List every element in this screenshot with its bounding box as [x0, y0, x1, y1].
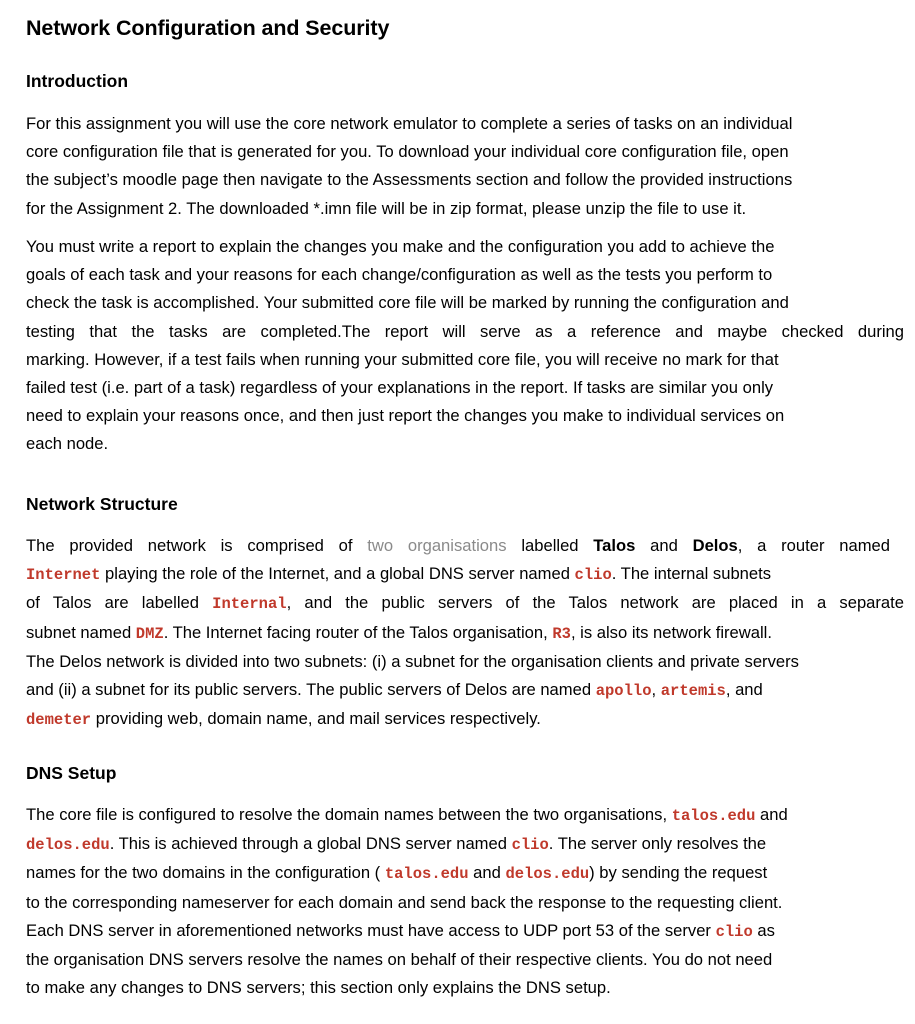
text-line: marking. However, if a test fails when running your submitted core file, you will receive no mark for that	[26, 349, 779, 369]
text-line: The core file is configured to resolve the domain names between the two organisations, talos.edu and	[26, 805, 788, 825]
text-line: demeter providing web, domain name, and mail services respectively.	[26, 709, 541, 730]
text-line: names for the two domains in the configuration ( talos.edu and delos.edu) by sending the request	[26, 863, 768, 884]
text-line: Internet playing the role of the Internet, and a global DNS server named clio. The internal subnets	[26, 564, 772, 585]
heading-introduction: Introduction	[26, 71, 129, 91]
page-title: Network Configuration and Security	[26, 16, 390, 40]
code-delos-edu: delos.edu	[26, 836, 110, 855]
code-clio: clio	[715, 922, 753, 941]
text-line: subnet named DMZ. The Internet facing router of the Talos organisation, R3, is also its network firewall.	[26, 622, 772, 643]
text-line: the subject’s moodle page then navigate to the Assessments section and follow the provided instructions	[26, 170, 793, 190]
text-line: goals of each task and your reasons for each change/configuration as well as the tests you perform to	[26, 265, 773, 285]
code-talos-edu: talos.edu	[671, 807, 756, 825]
heading-network-structure: Network Structure	[26, 494, 178, 514]
text-line: check the task is accomplished. Your submitted core file will be marked by running the configuration and	[26, 293, 789, 313]
code-demeter: demeter	[26, 711, 92, 730]
code-clio: clio	[511, 836, 549, 855]
code-r3: R3	[552, 624, 571, 643]
intro-paragraph-2	[26, 233, 906, 459]
text-line: You must write a report to explain the changes you make and the configuration you add to achieve the	[26, 237, 775, 256]
text-line: the organisation DNS servers resolve the names on behalf of their respective clients. You do not need	[26, 950, 773, 970]
text-line: The Delos network is divided into two subnets: (i) a subnet for the organisation clients and private servers	[26, 651, 799, 671]
heading-dns-setup: DNS Setup	[26, 763, 117, 783]
dns-setup-paragraph	[26, 801, 906, 1002]
org-delos: Delos	[692, 536, 738, 555]
text-line: need to explain your reasons once, and then just report the changes you make to individual services on	[26, 406, 785, 426]
text-line: to make any changes to DNS servers; this section only explains the DNS setup.	[26, 978, 611, 998]
text-line: to the corresponding nameserver for each domain and send back the response to the requesting client.	[26, 892, 783, 912]
text-line: The provided network is comprised of two organisations labelled Talos and Delos, a router named	[26, 536, 890, 555]
network-structure-paragraph	[26, 532, 906, 734]
code-apollo: apollo	[595, 682, 652, 701]
code-artemis: artemis	[660, 682, 726, 701]
text-line: of Talos are labelled Internal, and the public servers of the Talos network are placed in a separate	[26, 593, 904, 614]
text-line: delos.edu. This is achieved through a global DNS server named clio. The server only resolves the	[26, 834, 767, 855]
text-line: and (ii) a subnet for its public servers. The public servers of Delos are named apollo, artemis, and	[26, 680, 763, 701]
text-line: testing that the tasks are completed.The report will serve as a reference and maybe checked during	[26, 321, 904, 341]
text-line: Each DNS server in aforementioned networks must have access to UDP port 53 of the server clio as	[26, 920, 775, 941]
code-dmz: DMZ	[135, 624, 164, 643]
faint-text: two organisations	[367, 536, 507, 555]
text-line: core configuration file that is generated for you. To download your individual core configuration file, open	[26, 142, 789, 162]
code-internet: Internet	[26, 566, 101, 585]
code-clio: clio	[574, 566, 612, 585]
text-line: each node.	[26, 434, 109, 454]
intro-paragraph-1	[26, 110, 906, 223]
text-line: For this assignment you will use the core network emulator to complete a series of tasks on an individual	[26, 114, 793, 133]
text-line: failed test (i.e. part of a task) regardless of your explanations in the report. If tasks are similar you only	[26, 378, 774, 398]
code-internal: Internal	[212, 595, 287, 614]
text-line: for the Assignment 2. The downloaded *.imn file will be in zip format, please unzip the file to use it.	[26, 198, 747, 218]
org-talos: Talos	[593, 536, 636, 555]
code-talos-edu: talos.edu	[384, 865, 469, 884]
code-delos-edu: delos.edu	[505, 865, 590, 884]
